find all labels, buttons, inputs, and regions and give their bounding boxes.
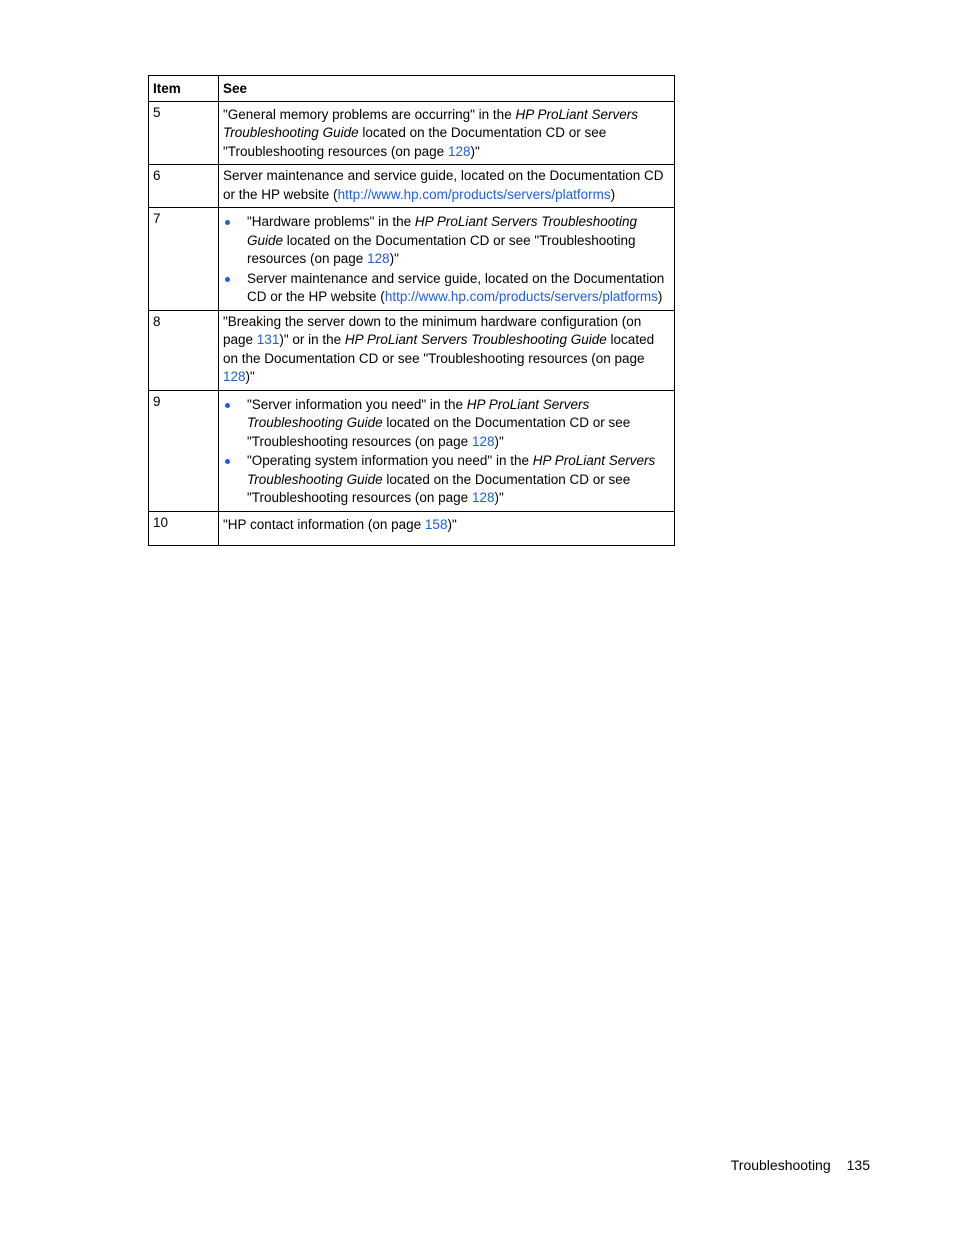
bullet-icon [225,277,230,282]
text: )" [494,490,504,505]
text: "Server information you need" in the [247,396,467,412]
item-number: 10 [149,511,219,545]
see-cell [219,208,675,311]
text: located on the Documentation CD or see "Troubleshooting resources (on page [223,332,655,366]
text: ) [657,289,663,304]
list-item [223,396,670,452]
text: located on the Documentation CD or see "Troubleshooting resources (on page [247,415,631,449]
header-item: Item [149,76,219,102]
text: "Operating system information you need" in the [247,453,533,468]
guide-title: HP ProLiant Servers Troubleshooting Guide [344,332,607,347]
table-row [149,511,675,545]
text: )" [494,433,504,449]
table-header-row [149,76,675,102]
see-cell [219,310,675,390]
guide-title: HP ProLiant Servers Troubleshooting Guide [247,453,656,487]
guide-title: HP ProLiant Servers Troubleshooting Guide [247,214,638,248]
table-row [149,310,675,390]
item-number: 8 [149,310,219,390]
list-item [223,213,670,269]
item-number: 6 [149,165,219,208]
website-link[interactable]: http://www.hp.com/products/servers/platforms [384,289,658,304]
see-cell [219,511,675,545]
guide-title: HP ProLiant Servers Troubleshooting Guide [223,106,639,140]
table-row [149,208,675,311]
page-footer [731,1157,870,1173]
text: located on the Documentation CD or see "Troubleshooting resources (on page [247,471,631,505]
page-link[interactable]: 128 [471,490,495,505]
website-link[interactable]: http://www.hp.com/products/servers/platforms [337,186,611,202]
bullet-list [223,213,670,307]
list-item [223,270,670,307]
see-cell [219,165,675,208]
see-cell [219,390,675,511]
reference-table [148,75,675,546]
table-row [149,390,675,511]
bullet-list [223,396,670,508]
text: ) [610,186,616,202]
page-link[interactable]: 128 [471,433,495,449]
item-number: 7 [149,208,219,311]
page-link[interactable]: 128 [367,251,390,266]
text: )" [245,369,255,384]
page-link[interactable]: 158 [424,516,448,532]
see-cell [219,101,675,165]
bullet-icon [225,220,230,225]
text: Server maintenance and service guide, located on the Documentation CD or the HP website ( [223,168,664,202]
text: )" [470,143,480,159]
text: "HP contact information (on page [223,516,425,532]
list-item [223,452,670,508]
text: located on the Documentation CD or see "Troubleshooting resources (on page [223,125,607,159]
item-number: 5 [149,101,219,165]
text: "Breaking the server down to the minimum hardware configuration (on page [223,313,642,347]
text: located on the Documentation CD or see "Troubleshooting resources (on page [247,232,636,266]
header-see: See [219,76,675,102]
text: )" [389,251,399,266]
page-link[interactable]: 128 [447,143,471,159]
bullet-icon [225,459,230,464]
item-number: 9 [149,390,219,511]
page-link[interactable]: 128 [223,369,246,384]
table-row [149,165,675,208]
bullet-icon [225,403,230,408]
table-row [149,101,675,165]
page-number: 135 [846,1157,870,1173]
text: "Hardware problems" in the [247,214,415,229]
text: "General memory problems are occurring" in the [223,106,516,122]
text: Server maintenance and service guide, located on the Documentation CD or the HP website ( [247,270,665,304]
text: )" or in the [279,332,345,347]
text: )" [447,516,457,532]
footer-section: Troubleshooting [730,1157,831,1173]
page-link[interactable]: 131 [256,332,280,347]
guide-title: HP ProLiant Servers Troubleshooting Guide [247,396,590,430]
